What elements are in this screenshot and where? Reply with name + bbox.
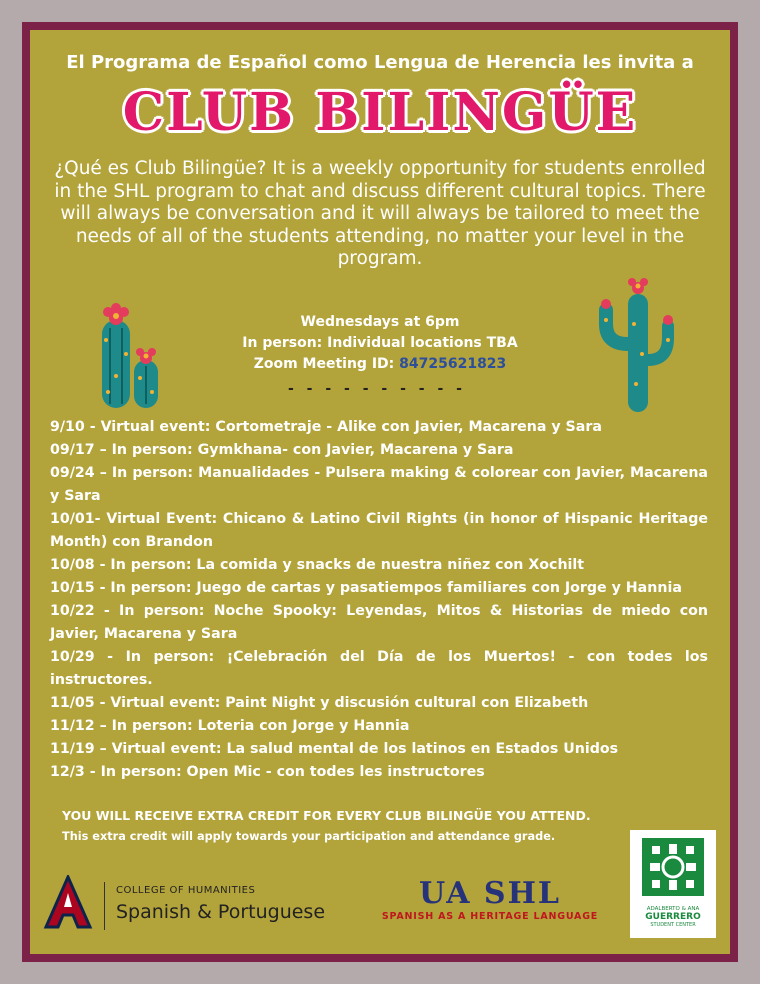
college-name: COLLEGE OF HUMANITIES (116, 885, 256, 896)
event-item: 10/01- Virtual Event: Chicano & Latino Civil Rights (in honor of Hispanic Heritage Month) con Brandon (50, 511, 708, 550)
extra-credit-heading: YOU WILL RECEIVE EXTRA CREDIT FOR EVERY CLUB BILINGÜE YOU ATTEND. (62, 808, 591, 823)
event-item: 09/17 – In person: Gymkhana- con Javier, Macarena y Sara (50, 442, 514, 458)
shl-logo (380, 876, 600, 922)
zoom-label: Zoom Meeting ID: (253, 356, 395, 372)
event-item: 9/10 - Virtual event: Cortometraje - Alike con Javier, Macarena y Sara (50, 419, 602, 435)
invite-line: El Programa de Español como Lengua de Herencia les invita a (66, 52, 694, 73)
university-arizona-logo-icon (40, 875, 96, 931)
meeting-day-time: Wednesdays at 6pm (300, 314, 460, 330)
event-item: 12/3 - In person: Open Mic - con todes les instructores (50, 764, 485, 780)
intro-text: ¿Qué es Club Bilingüe? It is a weekly opportunity for students enrolled in the SHL program to chat and discuss different cultural topics. There will always be conversation and it will always be tailored to meet the needs of all of the students attending, no matter your level in the program. (54, 158, 706, 269)
event-item: 11/05 - Virtual event: Paint Night y discusión cultural con Elizabeth (50, 695, 589, 711)
club-title: CLUB BILINGÜE (122, 82, 638, 143)
event-item: 11/12 – In person: Loteria con Jorge y Hannia (50, 718, 410, 734)
meeting-location: In person: Individual locations TBA (242, 335, 518, 351)
logo-divider (104, 882, 105, 930)
event-item: 10/29 - In person: ¡Celebración del Día de los Muertos! - con todes los instructores. (50, 649, 708, 688)
poster (30, 30, 730, 954)
event-item: 09/24 – In person: Manualidades - Pulsera making & colorear con Javier, Macarena y Sara (50, 465, 708, 504)
event-item: 10/22 - In person: Noche Spooky: Leyendas, Mitos & Historias de miedo con Javier, Macarena y Sara (50, 603, 708, 642)
guerrero-center-logo (630, 830, 716, 938)
shl-logo-subtitle: SPANISH AS A HERITAGE LANGUAGE (381, 911, 599, 922)
event-item: 11/19 – Virtual event: La salud mental de los latinos en Estados Unidos (50, 741, 619, 757)
guerrero-donors: ADALBERTO & ANA (646, 906, 700, 912)
guerrero-emblem-icon (638, 836, 708, 898)
guerrero-subtitle: STUDENT CENTER (650, 922, 696, 928)
guerrero-name: GUERRERO (645, 912, 701, 922)
separator: - - - - - - - - - - (288, 381, 466, 397)
zoom-meeting-id: 84725621823 (399, 356, 507, 372)
shl-logo-name: UA SHL (418, 876, 562, 911)
event-item: 10/08 - In person: La comida y snacks de nuestra niñez con Xochilt (50, 557, 585, 573)
event-item: 10/15 - In person: Juego de cartas y pasatiempos familiares con Jorge y Hannia (50, 580, 682, 596)
department-name: Spanish & Portuguese (116, 901, 326, 923)
extra-credit-note: This extra credit will apply towards your participation and attendance grade. (62, 830, 556, 843)
schedule-info (30, 312, 730, 375)
event-list (50, 416, 708, 784)
zoom-info (30, 354, 730, 375)
